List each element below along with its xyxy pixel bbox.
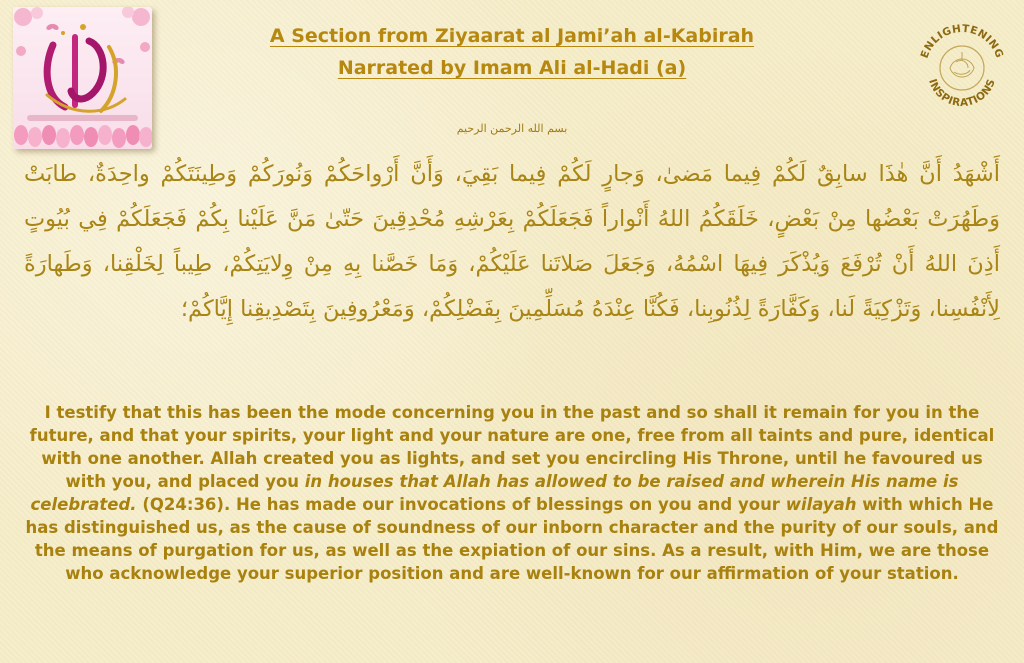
calligraphy-artwork: [13, 7, 152, 149]
english-text-part: (Q24:36). He has made our invocations of blessings on you and your: [136, 495, 786, 514]
enlightening-inspirations-logo: [912, 16, 1012, 116]
logo-text-bottom: INSPIRATIONS: [926, 77, 998, 110]
svg-text:INSPIRATIONS: [926, 77, 998, 109]
arabic-text: أَشْهَدُ أَنَّ هٰذَا سابِقٌ لَكُمْ فِيما مَضىٰ، وَجارٍ لَكُمْ فِيما بَقِيَ، وَأَنَّ أَرْواحَكُمْ وَنُورَكُمْ وَطِينَتَكُمْ واحِدَةٌ، طابَتْ وَطَهُرَتْ بَعْضُها مِنْ بَعْضٍ، خَلَقَكُمُ اللهُ أَنْواراً فَجَعَلَكُمْ بِعَرْشِهِ مُحْدِقِينَ حَتّىٰ مَنَّ عَلَيْنا بِكُمْ فَجَعَلَكُمْ فِي بُيُوتٍ أَذِنَ اللهُ أَنْ تُرْفَعَ وَيُذْكَرَ فِيهَا اسْمُهُ، وَجَعَلَ صَلاتَنا عَلَيْكُمْ، وَمَا خَصَّنا بِهِ مِنْ وِلايَتِكُمْ، طِيباً لِخَلْقِنا، وَطَهارَةً لِأَنْفُسِنا، وَتَزْكِيَةً لَنا، وَكَفَّارَةً لِذُنُوبِنا، فَكُنَّا عِنْدَهُ مُسَلِّمِينَ بِفَضْلِكُمْ، وَمَعْرُوفِينَ بِتَصْدِيقِنا إِيَّاكُمْ؛: [24, 161, 1000, 322]
english-text-part: I testify that this has been the mode concerning you in the past and so shall it remain for you in the future, and that your spirits, your light and your nature are one, free from all taints and pure, identical with one another. Allah created you as lights, and set you encircling His Throne, until he favoured us with you, and placed you: [29, 403, 995, 491]
title-block: [170, 20, 854, 84]
page-title: A Section from Ziyaarat al Jami’ah al-Kabirah: [269, 25, 755, 47]
calligraphy-artwork-graphic: [13, 7, 152, 149]
basmala-calligraphy: بسم الله الرحمن الرحيم: [456, 122, 568, 135]
page-subtitle: Narrated by Imam Ali al-Hadi (a): [337, 57, 687, 79]
english-translation: [22, 401, 1002, 585]
logo-text-top: ENLIGHTENING: [918, 22, 1006, 60]
wilayah-term: wilayah: [785, 495, 857, 514]
quran-quote: in houses that Allah has allowed to be raised and wherein His name is celebrated.: [30, 472, 959, 514]
english-text-part: with which He has distinguished us, as the cause of soundness of our inborn character and the purity of our souls, and the means of purgation for us, as well as the expiation of our sins. As a result, with Him, we are those who acknowledge your superior position and are well-known for our affirmation of your station.: [25, 495, 999, 583]
logo-seal-icon: [912, 16, 1012, 116]
